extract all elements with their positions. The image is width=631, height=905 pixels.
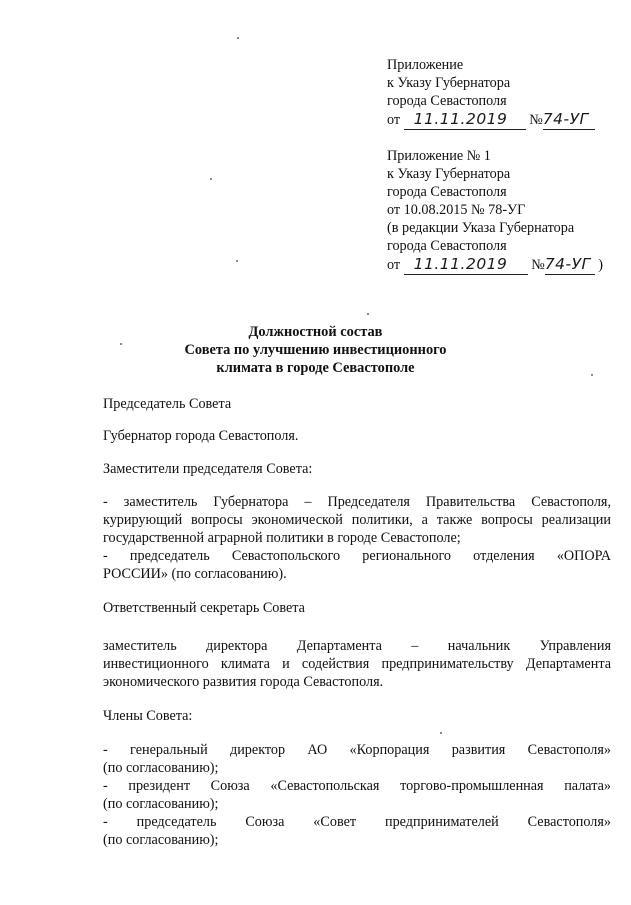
appendix-current-date-line — [387, 111, 595, 130]
appendix-original-line1: Приложение № 1 — [387, 148, 491, 164]
secretary-line1: заместитель директора Департамента – начальник Управления — [103, 638, 611, 654]
deputies-heading: Заместители председателя Совета: — [103, 461, 313, 477]
scan-speck — [367, 313, 369, 315]
handwritten-date: 11.11.2019 — [413, 110, 508, 128]
from-label: от — [387, 112, 401, 128]
chairman-value: Губернатор города Севастополя. — [103, 428, 299, 444]
from-label: от — [387, 257, 401, 273]
deputy-item2-line1: - председатель Севастопольского регионального отделения «ОПОРА — [103, 548, 611, 564]
document-title-line2: Совета по улучшению инвестиционного — [184, 342, 447, 358]
member-item1-line1: - генеральный директор АО «Корпорация развития Севастополя» — [103, 742, 611, 758]
appendix-original-line5: (в редакции Указа Губернатора — [387, 220, 575, 236]
secretary-line3: экономического развития города Севастополя. — [103, 674, 384, 690]
appendix-original-line6: города Севастополя — [387, 238, 507, 254]
appendix-current-line1: Приложение — [387, 57, 464, 73]
appendix-current-line3: города Севастополя — [387, 93, 507, 109]
number-underline — [545, 256, 595, 275]
handwritten-date: 11.11.2019 — [413, 255, 508, 273]
secretary-heading: Ответственный секретарь Совета — [103, 600, 305, 616]
secretary-line2: инвестиционного климата и содействия предпринимательству Департамента — [103, 656, 611, 672]
scan-speck — [120, 343, 122, 345]
closing-paren: ) — [598, 257, 604, 273]
number-underline — [543, 111, 595, 130]
number-label: № — [531, 257, 545, 273]
member-item1-line2: (по согласованию); — [103, 760, 219, 776]
deputy-item1-line3: государственной аграрной политики в городе Севастополе; — [103, 530, 461, 546]
date-underline — [404, 256, 528, 275]
handwritten-number: 74-УГ — [544, 255, 591, 273]
scan-speck — [440, 732, 442, 734]
deputy-item1-line1: - заместитель Губернатора – Председателя Правительства Севастополя, — [103, 494, 611, 510]
member-item2-line1: - президент Союза «Севастопольская торгово-промышленная палата» — [103, 778, 611, 794]
members-heading: Члены Совета: — [103, 708, 193, 724]
number-label: № — [529, 112, 543, 128]
deputy-item1-line2: курирующий вопросы экономической политики, а также вопросы реализации — [103, 512, 611, 528]
document-title-line1: Должностной состав — [248, 324, 383, 340]
scan-speck — [210, 178, 212, 180]
deputy-item2-line2: РОССИИ» (по согласованию). — [103, 566, 287, 582]
scan-speck — [591, 374, 593, 376]
appendix-original-line3: города Севастополя — [387, 184, 507, 200]
appendix-original-date-line — [387, 256, 603, 275]
appendix-original-line4: от 10.08.2015 № 78-УГ — [387, 202, 526, 218]
member-item3-line1: - председатель Союза «Совет предпринимателей Севастополя» — [103, 814, 611, 830]
member-item2-line2: (по согласованию); — [103, 796, 219, 812]
chairman-heading: Председатель Совета — [103, 396, 232, 412]
member-item3-line2: (по согласованию); — [103, 832, 219, 848]
scan-speck — [236, 260, 238, 262]
appendix-original-line2: к Указу Губернатора — [387, 166, 511, 182]
appendix-current-line2: к Указу Губернатора — [387, 75, 511, 91]
scan-speck — [237, 37, 239, 39]
document-title-line3: климата в городе Севастополе — [216, 360, 415, 376]
date-underline — [404, 111, 526, 130]
handwritten-number: 74-УГ — [542, 110, 589, 128]
